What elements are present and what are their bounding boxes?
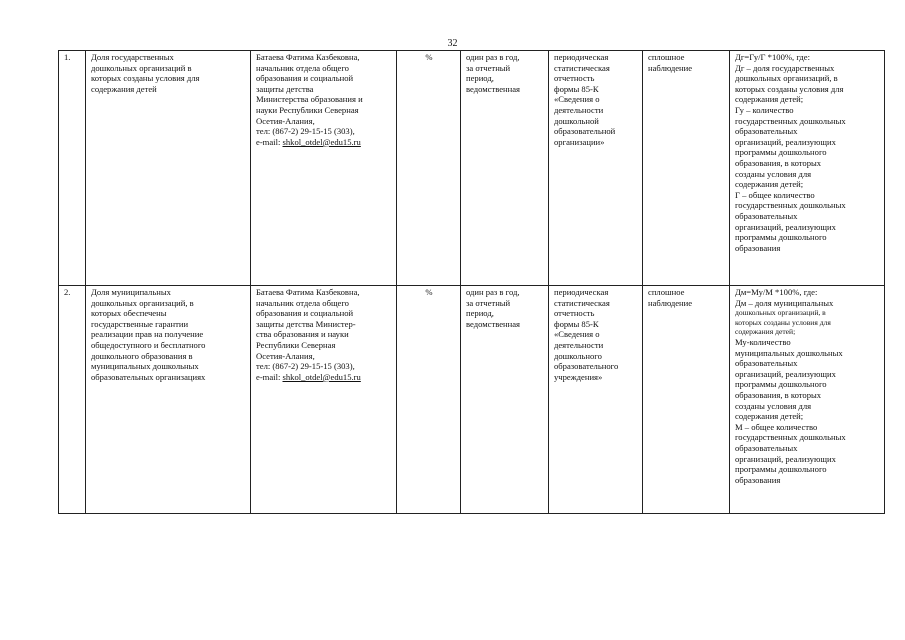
formula-line: Гу – количество bbox=[735, 104, 794, 115]
formula-line: программы дошкольного bbox=[735, 379, 827, 390]
formula-line: государственных дошкольных bbox=[735, 115, 846, 126]
formula-line: Дг=Гу/Г *100%, где: bbox=[735, 52, 810, 62]
frequency-line: ведомственная bbox=[466, 83, 521, 94]
page-number: 32 bbox=[447, 38, 458, 49]
formula-line: государственных дошкольных bbox=[735, 200, 846, 211]
formula-line: образования bbox=[735, 242, 781, 253]
responsible-line: Министерства образования и bbox=[256, 94, 363, 105]
formula-line: созданы условия для bbox=[735, 168, 812, 179]
responsible-line: Батаева Фатима Казбековна, bbox=[256, 52, 360, 62]
email-label: e-mail: bbox=[256, 371, 283, 382]
unit-cell bbox=[397, 51, 461, 286]
indicator-line: государственные гарантии bbox=[91, 318, 189, 329]
source-line: деятельности bbox=[554, 104, 604, 115]
responsible-line: тел: (867-2) 29-15-15 (303), bbox=[256, 126, 355, 137]
formula-line: образовательных bbox=[735, 358, 798, 369]
formula-cell bbox=[730, 286, 885, 514]
responsible-line: начальник отдела общего bbox=[256, 297, 349, 308]
indicator-line: образовательных организациях bbox=[91, 371, 206, 382]
source-line: формы 85-К bbox=[554, 83, 599, 94]
formula-line: муниципальных дошкольных bbox=[735, 347, 843, 358]
indicator-line: дошкольных организаций, в bbox=[91, 297, 194, 308]
formula-line: Г – общее количество bbox=[735, 189, 815, 200]
formula-line: государственных дошкольных bbox=[735, 432, 846, 443]
indicator-line: содержания детей bbox=[91, 83, 157, 94]
responsible-line: Осетия-Алания, bbox=[256, 115, 315, 126]
formula-line: которых созданы условия для bbox=[735, 317, 831, 327]
responsible-line: тел: (867-2) 29-15-15 (303), bbox=[256, 361, 355, 372]
source-line: образовательного bbox=[554, 361, 619, 372]
formula-line: Му-количество bbox=[735, 336, 791, 347]
source-cell bbox=[549, 286, 643, 514]
indicator-line: дошкольного образования в bbox=[91, 350, 193, 361]
source-line: периодическая bbox=[554, 52, 609, 62]
frequency-line: период, bbox=[466, 308, 494, 319]
method-cell bbox=[643, 51, 730, 286]
source-line: организации» bbox=[554, 136, 605, 147]
table-row bbox=[59, 286, 885, 514]
source-cell bbox=[549, 51, 643, 286]
formula-cell bbox=[730, 51, 885, 286]
email-link[interactable]: shkol_otdel@edu15.ru bbox=[282, 136, 361, 147]
frequency-line: за отчетный bbox=[466, 297, 511, 308]
formula-line: образовательных bbox=[735, 442, 798, 453]
responsible-cell bbox=[251, 51, 397, 286]
formula-line: М – общее количество bbox=[735, 421, 818, 432]
formula-line: образования, в которых bbox=[735, 157, 822, 168]
formula-line: программы дошкольного bbox=[735, 232, 827, 243]
row-number-cell bbox=[59, 51, 86, 286]
indicator-line: которых созданы условия для bbox=[91, 73, 200, 84]
formula-line: содержания детей; bbox=[735, 327, 796, 337]
formula-line: дошкольных организаций, в bbox=[735, 308, 826, 318]
responsible-line: защиты детства Министер- bbox=[256, 318, 356, 329]
email-link[interactable]: shkol_otdel@edu15.ru bbox=[282, 371, 361, 382]
formula-line: содержания детей; bbox=[735, 179, 804, 190]
formula-line: Дг – доля государственных bbox=[735, 62, 835, 73]
formula-line: содержания детей; bbox=[735, 411, 804, 422]
table-body bbox=[59, 51, 885, 514]
indicator-line: общедоступного и бесплатного bbox=[91, 339, 206, 350]
formula-line: созданы условия для bbox=[735, 400, 812, 411]
responsible-line: образования и социальной bbox=[256, 308, 354, 319]
indicator-cell bbox=[86, 286, 251, 514]
email-line bbox=[256, 137, 392, 148]
email-line bbox=[256, 372, 392, 383]
indicator-line: дошкольных организаций в bbox=[91, 62, 192, 73]
indicator-line: Доля муниципальных bbox=[91, 287, 171, 297]
table-row bbox=[59, 51, 885, 286]
formula-line: образовательных bbox=[735, 210, 798, 221]
source-line: образовательной bbox=[554, 126, 616, 137]
source-line: формы 85-К bbox=[554, 318, 599, 329]
formula-line: Дм – доля муниципальных bbox=[735, 297, 834, 308]
responsible-line: ства образования и науки bbox=[256, 329, 349, 340]
formula-line: дошкольных организаций, в bbox=[735, 73, 838, 84]
formula-line: программы дошкольного bbox=[735, 147, 827, 158]
formula-line: которых созданы условия для bbox=[735, 83, 844, 94]
source-line: деятельности bbox=[554, 339, 604, 350]
source-line: дошкольного bbox=[554, 350, 602, 361]
responsible-line: Республики Северная bbox=[256, 339, 336, 350]
formula-line: образовательных bbox=[735, 126, 798, 137]
responsible-cell bbox=[251, 286, 397, 514]
frequency-line: один раз в год, bbox=[466, 287, 520, 297]
row-number: 1. bbox=[64, 52, 71, 62]
formula-line: Дм=Му/М *100%, где: bbox=[735, 287, 818, 297]
row-number: 2. bbox=[64, 287, 71, 297]
formula-line: организаций, реализующих bbox=[735, 136, 836, 147]
method-line: наблюдение bbox=[648, 62, 693, 73]
frequency-cell bbox=[461, 286, 549, 514]
responsible-line: Батаева Фатима Казбековна, bbox=[256, 287, 360, 297]
source-line: дошкольной bbox=[554, 115, 599, 126]
frequency-line: один раз в год, bbox=[466, 52, 520, 62]
source-line: учреждения» bbox=[554, 371, 603, 382]
responsible-line: начальник отдела общего bbox=[256, 62, 349, 73]
source-line: отчетность bbox=[554, 308, 595, 319]
unit-value: % bbox=[425, 52, 433, 62]
frequency-line: за отчетный bbox=[466, 62, 511, 73]
source-line: «Сведения о bbox=[554, 329, 600, 340]
indicators-table bbox=[58, 50, 885, 514]
indicator-cell bbox=[86, 51, 251, 286]
unit-cell bbox=[397, 286, 461, 514]
responsible-line: науки Республики Северная bbox=[256, 104, 359, 115]
row-number-cell bbox=[59, 286, 86, 514]
method-line: наблюдение bbox=[648, 297, 693, 308]
source-line: статистическая bbox=[554, 297, 610, 308]
frequency-cell bbox=[461, 51, 549, 286]
formula-line: образования, в которых bbox=[735, 389, 822, 400]
unit-value: % bbox=[425, 287, 433, 297]
source-line: «Сведения о bbox=[554, 94, 600, 105]
source-line: отчетность bbox=[554, 73, 595, 84]
source-line: статистическая bbox=[554, 62, 610, 73]
responsible-line: Осетия-Алания, bbox=[256, 350, 315, 361]
method-cell bbox=[643, 286, 730, 514]
method-line: сплошное bbox=[648, 52, 685, 62]
formula-line: содержания детей; bbox=[735, 94, 804, 105]
indicator-line: реализации прав на получение bbox=[91, 329, 204, 340]
indicator-line: которых обеспечены bbox=[91, 308, 167, 319]
formula-line: организаций, реализующих bbox=[735, 453, 836, 464]
source-line: периодическая bbox=[554, 287, 609, 297]
formula-line: организаций, реализующих bbox=[735, 368, 836, 379]
formula-line: образования bbox=[735, 474, 781, 485]
method-line: сплошное bbox=[648, 287, 685, 297]
email-label: e-mail: bbox=[256, 136, 283, 147]
responsible-line: защиты детства bbox=[256, 83, 314, 94]
formula-line: программы дошкольного bbox=[735, 464, 827, 475]
indicator-line: Доля государственных bbox=[91, 52, 174, 62]
frequency-line: период, bbox=[466, 73, 494, 84]
frequency-line: ведомственная bbox=[466, 318, 521, 329]
responsible-line: образования и социальной bbox=[256, 73, 354, 84]
indicator-line: муниципальных дошкольных bbox=[91, 361, 199, 372]
formula-line: организаций, реализующих bbox=[735, 221, 836, 232]
